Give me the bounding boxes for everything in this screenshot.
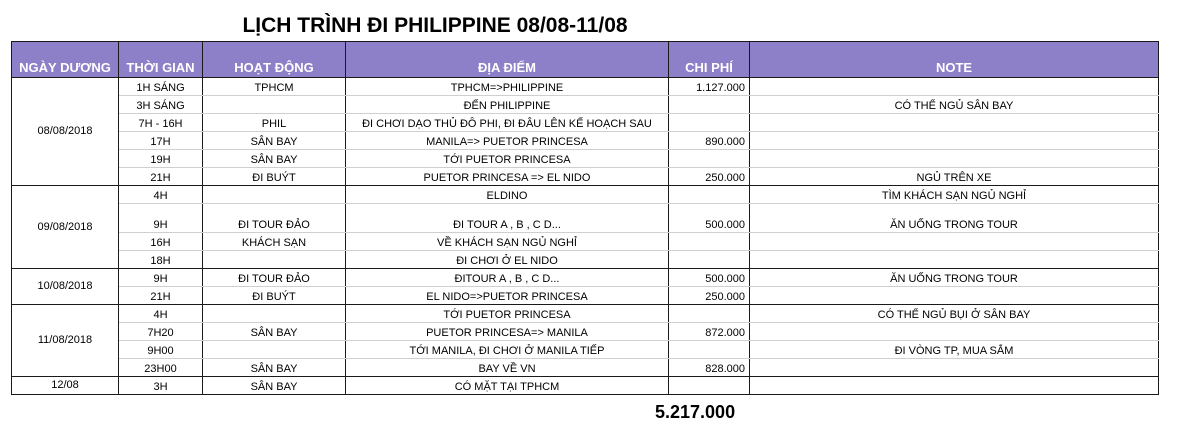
cell-place: TPHCM=>PHILIPPINE — [346, 78, 669, 96]
cell-time: 21H — [119, 168, 203, 186]
cell-cost: 250.000 — [669, 168, 750, 186]
table-row — [12, 269, 1159, 287]
cell-date: 09/08/2018 — [12, 186, 119, 269]
cell-place: ĐITOUR A , B , C D... — [346, 269, 669, 287]
col-header-activity: HOẠT ĐỘNG — [203, 42, 346, 78]
cell-place: VỀ KHÁCH SẠN NGỦ NGHỈ — [346, 233, 669, 251]
cell-activity: SÂN BAY — [203, 323, 346, 341]
cell-activity — [203, 251, 346, 269]
table-row — [12, 150, 1159, 168]
cell-place: MANILA=> PUETOR PRINCESA — [346, 132, 669, 150]
cell-note — [750, 150, 1159, 168]
cell-place: ELDINO — [346, 186, 669, 204]
cell-activity — [203, 186, 346, 204]
cell-time: 19H — [119, 150, 203, 168]
cell-time: 16H — [119, 233, 203, 251]
cell-cost — [669, 186, 750, 204]
table-row — [12, 78, 1159, 96]
table-row — [12, 305, 1159, 323]
cell-activity: SÂN BAY — [203, 359, 346, 377]
cell-time: 18H — [119, 251, 203, 269]
cell-place: BAY VỀ VN — [346, 359, 669, 377]
cell-time: 4H — [119, 305, 203, 323]
col-header-place: ĐỊA ĐIỂM — [346, 42, 669, 78]
cell-note — [750, 114, 1159, 132]
table-row — [12, 204, 1159, 233]
cell-activity: SÂN BAY — [203, 377, 346, 395]
cell-activity: KHÁCH SẠN — [203, 233, 346, 251]
cell-time: 9H — [119, 204, 203, 233]
cell-note — [750, 323, 1159, 341]
cell-note: NGỦ TRÊN XE — [750, 168, 1159, 186]
cell-time: 4H — [119, 186, 203, 204]
cell-place: TỚI MANILA, ĐI CHƠI Ở MANILA TIẾP — [346, 341, 669, 359]
table-row — [12, 186, 1159, 204]
table-row — [12, 251, 1159, 269]
cell-time: 9H00 — [119, 341, 203, 359]
cell-time: 9H — [119, 269, 203, 287]
cell-time: 7H20 — [119, 323, 203, 341]
cell-cost — [669, 114, 750, 132]
cell-activity — [203, 341, 346, 359]
cell-activity: SÂN BAY — [203, 150, 346, 168]
cell-activity — [203, 96, 346, 114]
cell-note: ĂN UỐNG TRONG TOUR — [750, 269, 1159, 287]
table-row — [12, 323, 1159, 341]
cell-note — [750, 233, 1159, 251]
table-row — [12, 377, 1159, 395]
col-header-time: THỜI GIAN — [119, 42, 203, 78]
schedule-table — [11, 41, 1159, 395]
cell-note: TÌM KHÁCH SẠN NGỦ NGHỈ — [750, 186, 1159, 204]
cell-cost: 890.000 — [669, 132, 750, 150]
header-row — [12, 42, 1159, 78]
cell-note: CÓ THỂ NGỦ BỤI Ở SÂN BAY — [750, 305, 1159, 323]
cell-cost — [669, 341, 750, 359]
cell-date: 12/08 — [12, 377, 119, 395]
cell-note: CÓ THỂ NGỦ SÂN BAY — [750, 96, 1159, 114]
col-header-date: NGÀY DƯƠNG — [12, 42, 119, 78]
cell-note — [750, 132, 1159, 150]
cell-cost: 828.000 — [669, 359, 750, 377]
cell-time: 17H — [119, 132, 203, 150]
table-row — [12, 233, 1159, 251]
cell-place: ĐI CHƠI DẠO THỦ ĐÔ PHI, ĐI ĐÂU LÊN KẾ HOẠCH SAU — [346, 114, 669, 132]
cell-place: TỚI PUETOR PRINCESA — [346, 305, 669, 323]
cell-cost — [669, 305, 750, 323]
cell-date: 08/08/2018 — [12, 78, 119, 186]
cell-activity: PHIL — [203, 114, 346, 132]
cell-time: 3H SÁNG — [119, 96, 203, 114]
cell-date: 10/08/2018 — [12, 269, 119, 305]
cell-place: PUETOR PRINCESA => EL NIDO — [346, 168, 669, 186]
table-row — [12, 168, 1159, 186]
cell-place: ĐẾN PHILIPPINE — [346, 96, 669, 114]
cell-cost: 872.000 — [669, 323, 750, 341]
cell-time: 23H00 — [119, 359, 203, 377]
cell-time: 7H - 16H — [119, 114, 203, 132]
cell-activity: ĐI TOUR ĐẢO — [203, 269, 346, 287]
schedule-body — [12, 78, 1159, 395]
col-header-cost: CHI PHÍ — [669, 42, 750, 78]
cell-cost — [669, 96, 750, 114]
cell-place: TỚI PUETOR PRINCESA — [346, 150, 669, 168]
cell-activity: ĐI BUÝT — [203, 168, 346, 186]
cell-time: 3H — [119, 377, 203, 395]
cell-cost — [669, 233, 750, 251]
page-title: LỊCH TRÌNH ĐI PHILIPPINE 08/08-11/08 — [242, 14, 628, 37]
total-cost: 5.217.000 — [655, 402, 736, 422]
cell-place: PUETOR PRINCESA=> MANILA — [346, 323, 669, 341]
cell-cost: 1.127.000 — [669, 78, 750, 96]
cell-cost — [669, 251, 750, 269]
cell-place: CÓ MẶT TẠI TPHCM — [346, 377, 669, 395]
cell-note — [750, 251, 1159, 269]
cell-cost — [669, 150, 750, 168]
cell-activity: ĐI BUÝT — [203, 287, 346, 305]
cell-cost: 500.000 — [669, 204, 750, 233]
cell-place: EL NIDO=>PUETOR PRINCESA — [346, 287, 669, 305]
cell-time: 1H SÁNG — [119, 78, 203, 96]
cell-note: ĐI VÒNG TP, MUA SẮM — [750, 341, 1159, 359]
cell-cost: 250.000 — [669, 287, 750, 305]
table-row — [12, 132, 1159, 150]
cell-note — [750, 377, 1159, 395]
cell-note — [750, 287, 1159, 305]
cell-activity: TPHCM — [203, 78, 346, 96]
table-row — [12, 287, 1159, 305]
table-row — [12, 359, 1159, 377]
col-header-note: NOTE — [750, 42, 1159, 78]
cell-note — [750, 359, 1159, 377]
cell-date: 11/08/2018 — [12, 305, 119, 377]
cell-note — [750, 78, 1159, 96]
cell-place: ĐI TOUR A , B , C D... — [346, 204, 669, 233]
table-row — [12, 96, 1159, 114]
cell-activity: SÂN BAY — [203, 132, 346, 150]
cell-place: ĐI CHƠI Ở EL NIDO — [346, 251, 669, 269]
cell-time: 21H — [119, 287, 203, 305]
cell-activity — [203, 305, 346, 323]
table-row — [12, 114, 1159, 132]
table-row — [12, 341, 1159, 359]
cell-cost: 500.000 — [669, 269, 750, 287]
cell-cost — [669, 377, 750, 395]
cell-activity: ĐI TOUR ĐẢO — [203, 204, 346, 233]
cell-note: ĂN UỐNG TRONG TOUR — [750, 204, 1159, 233]
